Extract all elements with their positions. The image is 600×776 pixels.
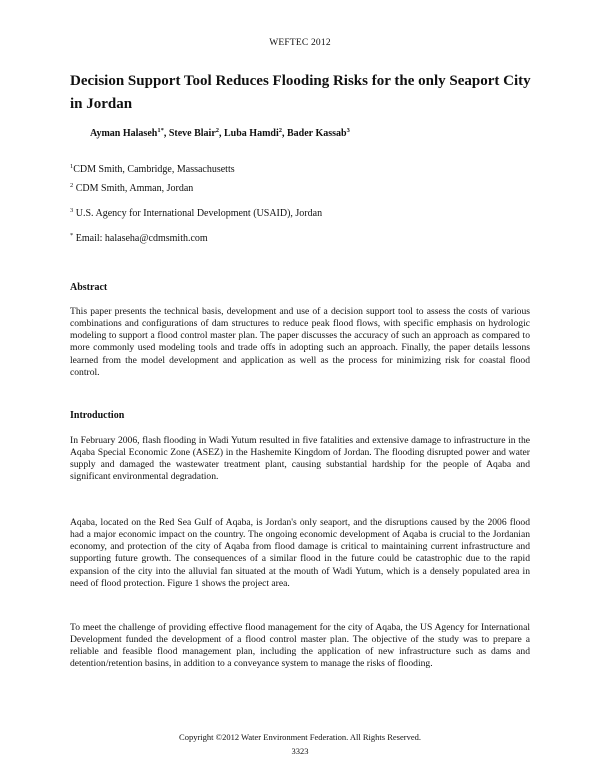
affiliation-text: U.S. Agency for International Development (USAID), Jordan bbox=[73, 208, 323, 219]
affiliation-text: CDM Smith, Amman, Jordan bbox=[73, 183, 194, 194]
affiliation-mark: 2 bbox=[70, 182, 74, 189]
author-affiliation-mark: 2 bbox=[215, 127, 220, 134]
author-list bbox=[90, 128, 530, 139]
author-separator: , bbox=[282, 128, 288, 139]
affiliation-1 bbox=[70, 164, 235, 175]
author-separator: , bbox=[163, 128, 169, 139]
paper-title: Decision Support Tool Reduces Flooding Risks for the only Seaport City in Jordan bbox=[70, 73, 531, 112]
affiliation-mark: 3 bbox=[70, 207, 74, 214]
introduction-heading: Introduction bbox=[70, 410, 125, 421]
author-name: Steve Blair bbox=[168, 128, 216, 139]
author-separator: , bbox=[219, 128, 225, 139]
introduction-paragraph-1: In February 2006, flash flooding in Wadi Yutum resulted in five fatalities and extensive damage to infrastructure in the Aqaba Special Economic Zone (ASEZ) in the Hashemite Kingdom of Jordan. The flooding disrupted power and water supply and damaged the wastewater treatment plant, causing substantial hardship for the people of Aqaba and significant environmental degradation. bbox=[70, 435, 530, 483]
introduction-paragraph-3: To meet the challenge of providing effective flood management for the city of Aqaba, the US Agency for International Development funded the development of a flood control master plan. The objective of the study was to prepare a reliable and feasible flood management plan, including the application of new infrastructure such as dams and detention/retention basins, in addition to a conveyance system to manage the risks of flooding. bbox=[70, 622, 530, 670]
affiliation-text: CDM Smith, Cambridge, Massachusetts bbox=[73, 164, 235, 175]
page-number: 3323 bbox=[291, 746, 309, 756]
affiliation-text: Email: halaseha@cdmsmith.com bbox=[73, 233, 208, 244]
copyright-notice: Copyright ©2012 Water Environment Federation. All Rights Reserved. bbox=[179, 732, 421, 742]
author-name: Ayman Halaseh bbox=[90, 128, 158, 139]
author-affiliation-mark: 1* bbox=[157, 127, 164, 134]
author-affiliation-mark: 3 bbox=[346, 127, 350, 134]
affiliation-mark: * bbox=[70, 232, 74, 239]
author-affiliation-mark: 2 bbox=[278, 127, 283, 134]
author-name: Luba Hamdi bbox=[224, 128, 279, 139]
affiliation-3 bbox=[70, 208, 322, 219]
affiliation-mark: 1 bbox=[70, 163, 74, 170]
abstract-paragraph: This paper presents the technical basis, development and use of a decision support tool to assess the costs of various combinations and configurations of dam structures to reduce peak flood flows, with specific emphasis on hydrologic modeling to support a flood control master plan. The paper discusses the accuracy of such an approach as compared to more commonly used modeling tools and trade offs in adopting such an approach. Finally, the paper details lessons learned from the model development and application as well as the process for minimizing risk for coastal flood control. bbox=[70, 306, 530, 378]
abstract-heading: Abstract bbox=[70, 282, 108, 293]
introduction-paragraph-2: Aqaba, located on the Red Sea Gulf of Aqaba, is Jordan's only seaport, and the disruptions caused by the 2006 flood had a major economic impact on the country. The ongoing economic development of Aqaba is crucial to the Jordanian economy, and protection of the city of Aqaba from flood damage is critical to maintaining current infrastructure and supporting future growth. The consequences of a similar flood in the future could be catastrophic due to the rapid expansion of the city into the alluvial fan situated at the mouth of Wadi Yutum, which is a densely populated area in need of flood protection. Figure 1 shows the project area. bbox=[70, 517, 530, 589]
author-name: Bader Kassab bbox=[287, 128, 347, 139]
running-header: WEFTEC 2012 bbox=[269, 38, 331, 48]
affiliation-2 bbox=[70, 183, 193, 194]
affiliation-email bbox=[70, 233, 208, 244]
